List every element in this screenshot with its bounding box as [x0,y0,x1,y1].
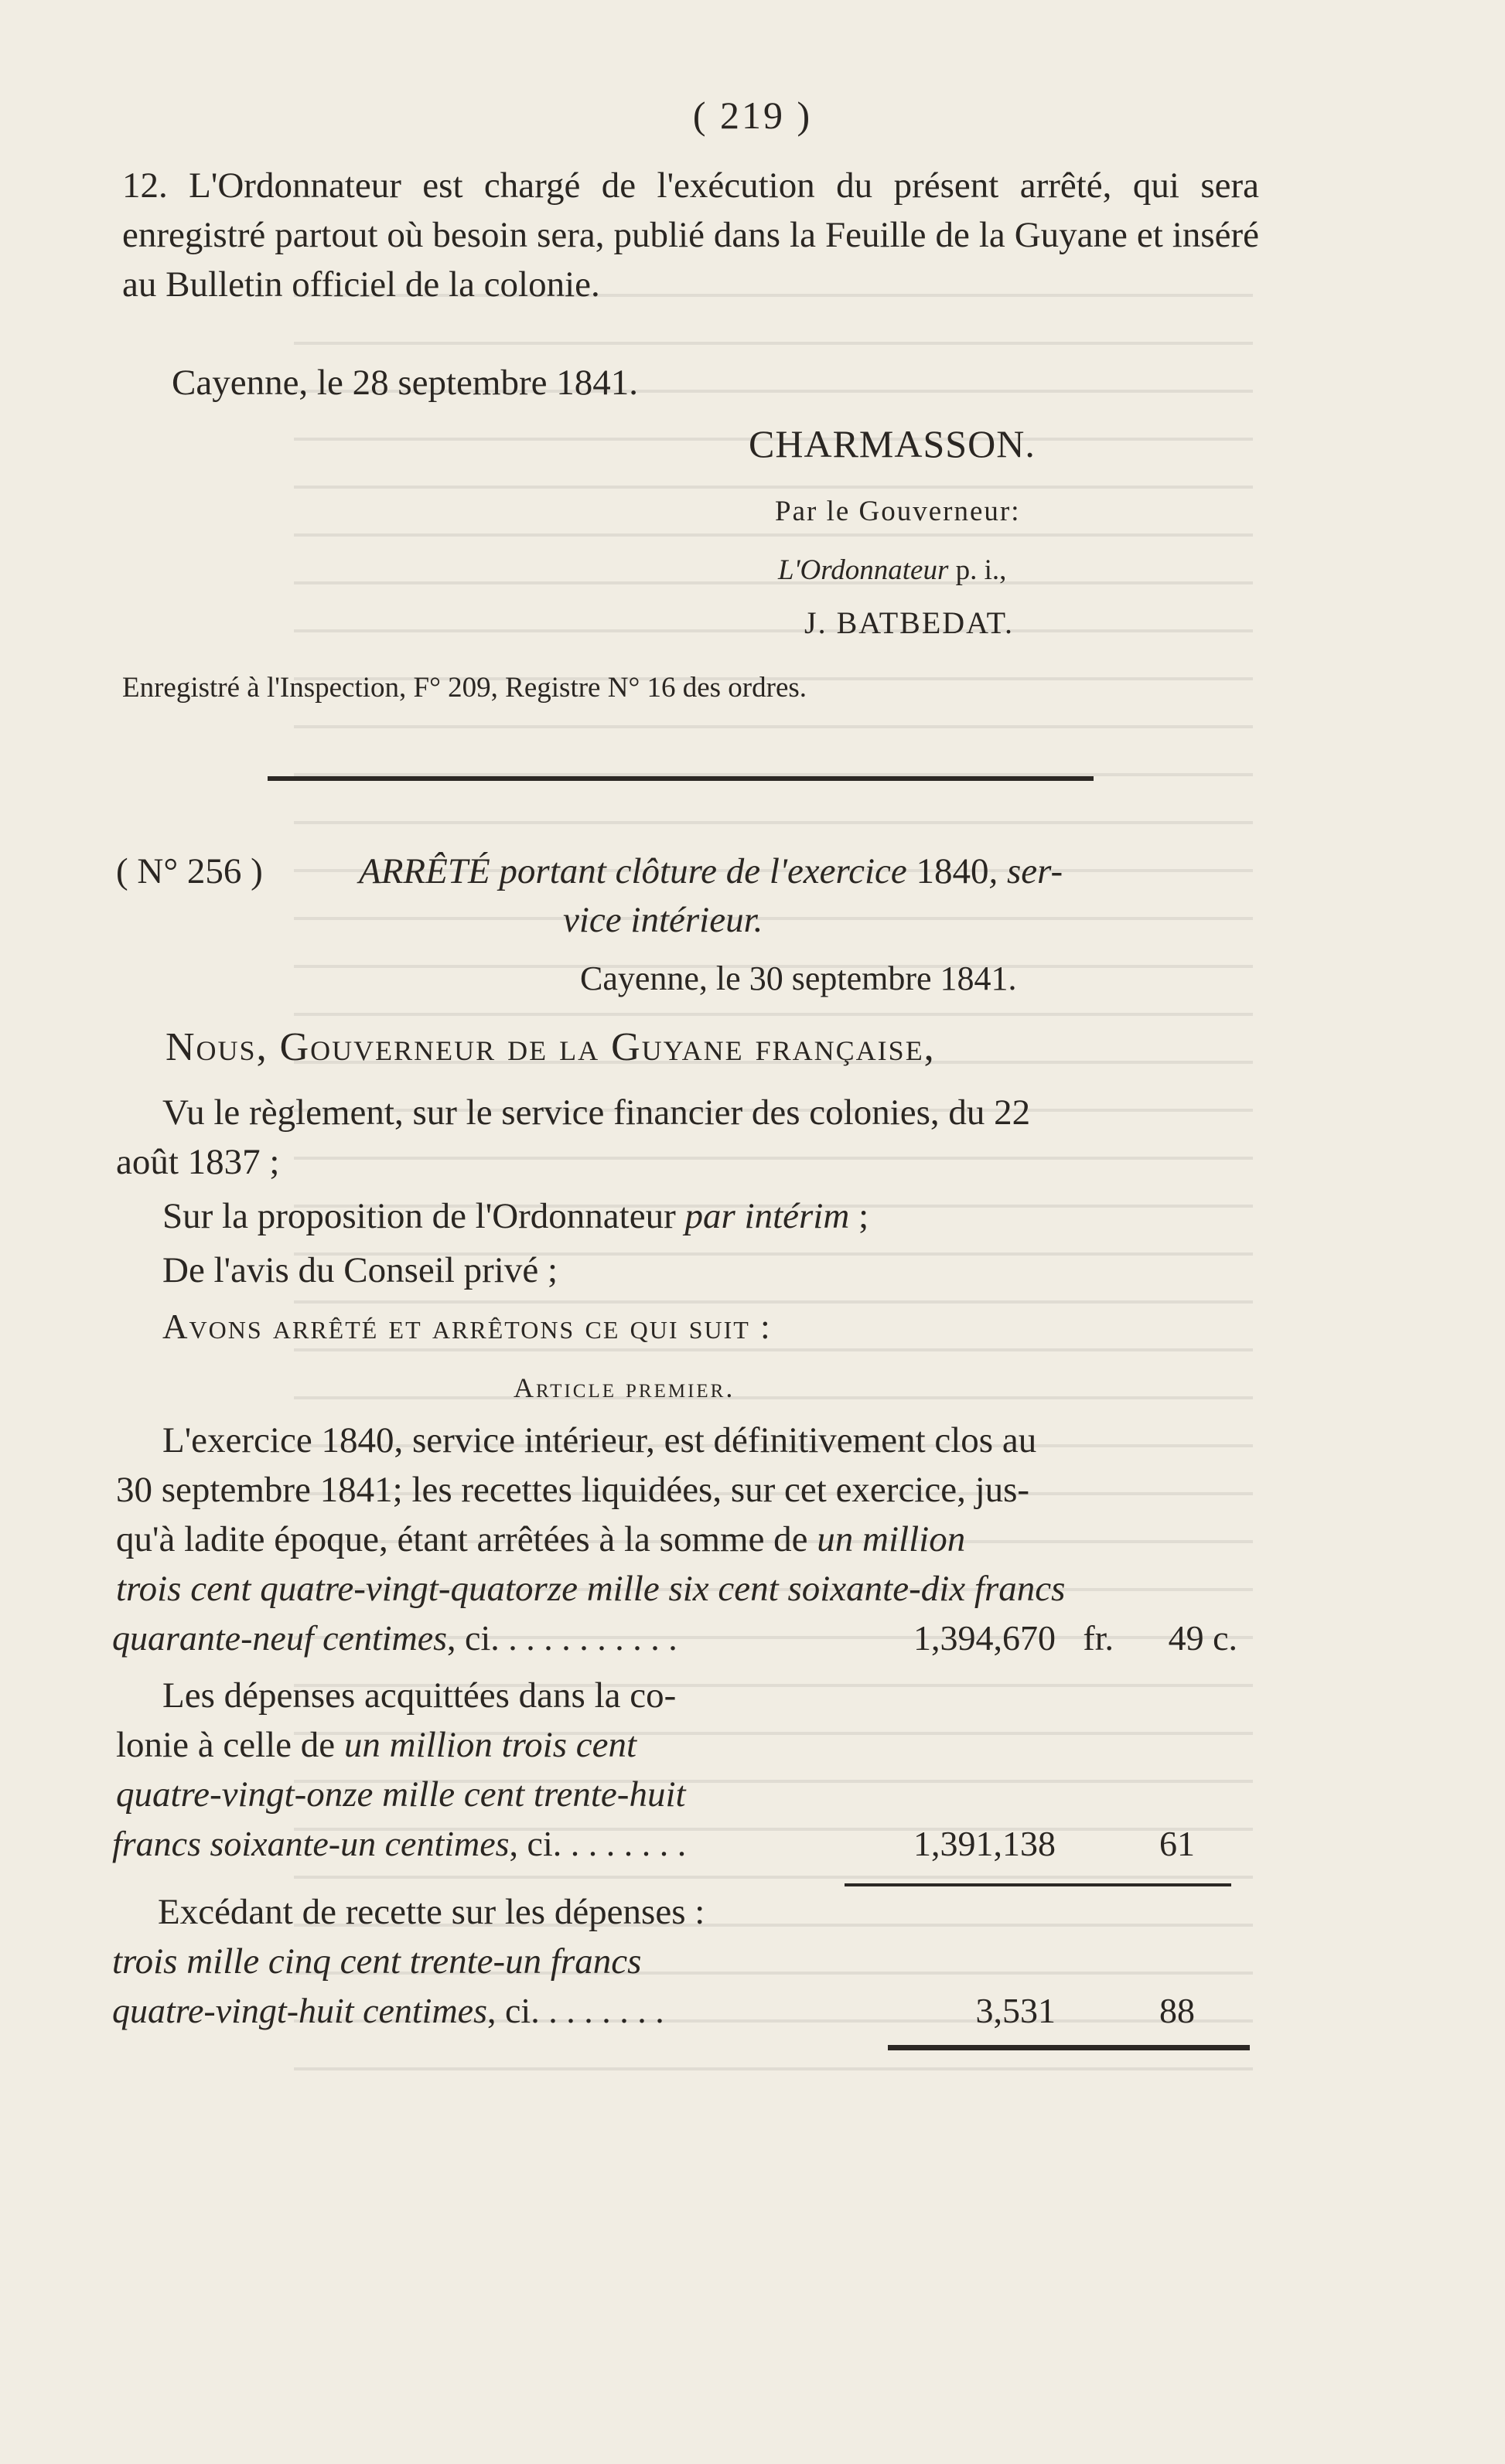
receipts-amount: 1,394,670 [913,1618,1056,1658]
act-year: 1840 [916,851,989,891]
expenses-leader: , ci. . . . . . . . [509,1824,687,1863]
signature-par-le: Par le Gouverneur: [775,496,1021,527]
act-title-cont: vice intérieur. [563,900,763,940]
preamble-vu-1: Vu le règlement, sur le service financier des colonies, du 22 [162,1092,1031,1133]
expenses-label [112,1823,686,1864]
expenses-line-3: quatre-vingt-onze mille cent trente-huit [116,1774,686,1815]
preamble-vu-2: août 1837 ; [116,1142,280,1182]
sum-rule [845,1883,1231,1886]
excess-label [112,1990,664,2031]
countersign: J. BATBEDAT. [804,605,1015,640]
excess-amount: 3,531 [975,1991,1056,2030]
act-date: Cayenne, le 30 septembre 1841. [580,959,1017,997]
registration-note: Enregistré à l'Inspection, F° 209, Registre N° 16 des ordres. [122,672,807,704]
receipts-label [112,1617,677,1658]
preamble-avons: Avons arrêté et arrêtons ce qui suit : [162,1307,772,1346]
body-line-2: 30 septembre 1841; les recettes liquidées, sur cet exercice, jus- [116,1470,1030,1510]
preamble-nous: Nous, Gouverneur de la Guyane française, [166,1025,936,1069]
receipts-label-italic: quarante-neuf centimes [112,1618,448,1658]
excess-label-italic: quatre-vingt-huit centimes [112,1991,487,2030]
excess-line-2: trois mille cinq cent trente-un francs [112,1941,642,1982]
body-line-4: trois cent quatre-vingt-quatorze mille six cent soixante-dix francs [116,1569,1066,1609]
body-line-3-amount: un million [817,1519,966,1559]
excess-line-1: Excédant de recette sur les dépenses : [158,1892,705,1932]
place-date: Cayenne, le 28 septembre 1841. [172,363,638,403]
expenses-row [112,1823,1241,1873]
excess-cents: 88 [1159,1991,1195,2030]
expenses-line-1: Les dépenses acquittées dans la co- [162,1675,677,1716]
article-12-text: 12. L'Ordonnateur est chargé de l'exécution du présent arrêté, qui sera enregistré partout où besoin sera, publié dans la Feuille de la Guyane et inséré au Bulletin officiel de la colonie. [122,165,1259,305]
expenses-line-2 [116,1724,636,1766]
receipts-leader: , ci. . . . . . . . . . . [447,1618,677,1658]
preamble-par-interim: par intérim [684,1196,850,1236]
expenses-line-2-italic: un million trois cent [343,1725,637,1765]
receipts-row [112,1617,1241,1667]
signature-name: CHARMASSON. [749,422,1036,465]
preamble-avis: De l'avis du Conseil privé ; [162,1250,558,1290]
page-number: ( 219 ) [692,94,813,137]
expenses-line-2-text: lonie à celle de [116,1725,336,1765]
excess-row [112,1990,1241,2040]
signature-ordonnateur [778,554,1006,587]
act-title-main: ARRÊTÉ portant clôture de l'exercice [359,851,907,891]
preamble-sur-text: Sur la proposition de l'Ordonnateur [162,1196,676,1236]
expenses-cents: 61 [1159,1824,1195,1863]
body-line-3 [116,1518,965,1560]
expenses-amount: 1,391,138 [913,1824,1056,1863]
closing-rule [888,2045,1250,2050]
ordonnateur-title: L'Ordonnateur [778,554,949,586]
receipts-cents: 49 c. [1168,1618,1237,1658]
preamble-sur-end: ; [849,1196,869,1236]
preamble-sur [162,1195,869,1237]
act-title [359,850,1063,892]
body-line-3-text: qu'à ladite époque, étant arrêtées à la somme de [116,1519,808,1559]
act-title-service: , ser- [988,851,1063,891]
receipts-fr: fr. [1083,1618,1114,1658]
body-line-1: L'exercice 1840, service intérieur, est définitivement clos au [162,1420,1037,1460]
ordonnateur-suffix: p. i., [955,554,1007,586]
section-divider [268,776,1094,781]
act-number: ( N° 256 ) [116,851,263,891]
article-heading: Article premier. [514,1372,735,1403]
excess-leader: , ci. . . . . . . . [487,1991,664,2030]
expenses-label-italic: francs soixante-un centimes [112,1824,510,1863]
